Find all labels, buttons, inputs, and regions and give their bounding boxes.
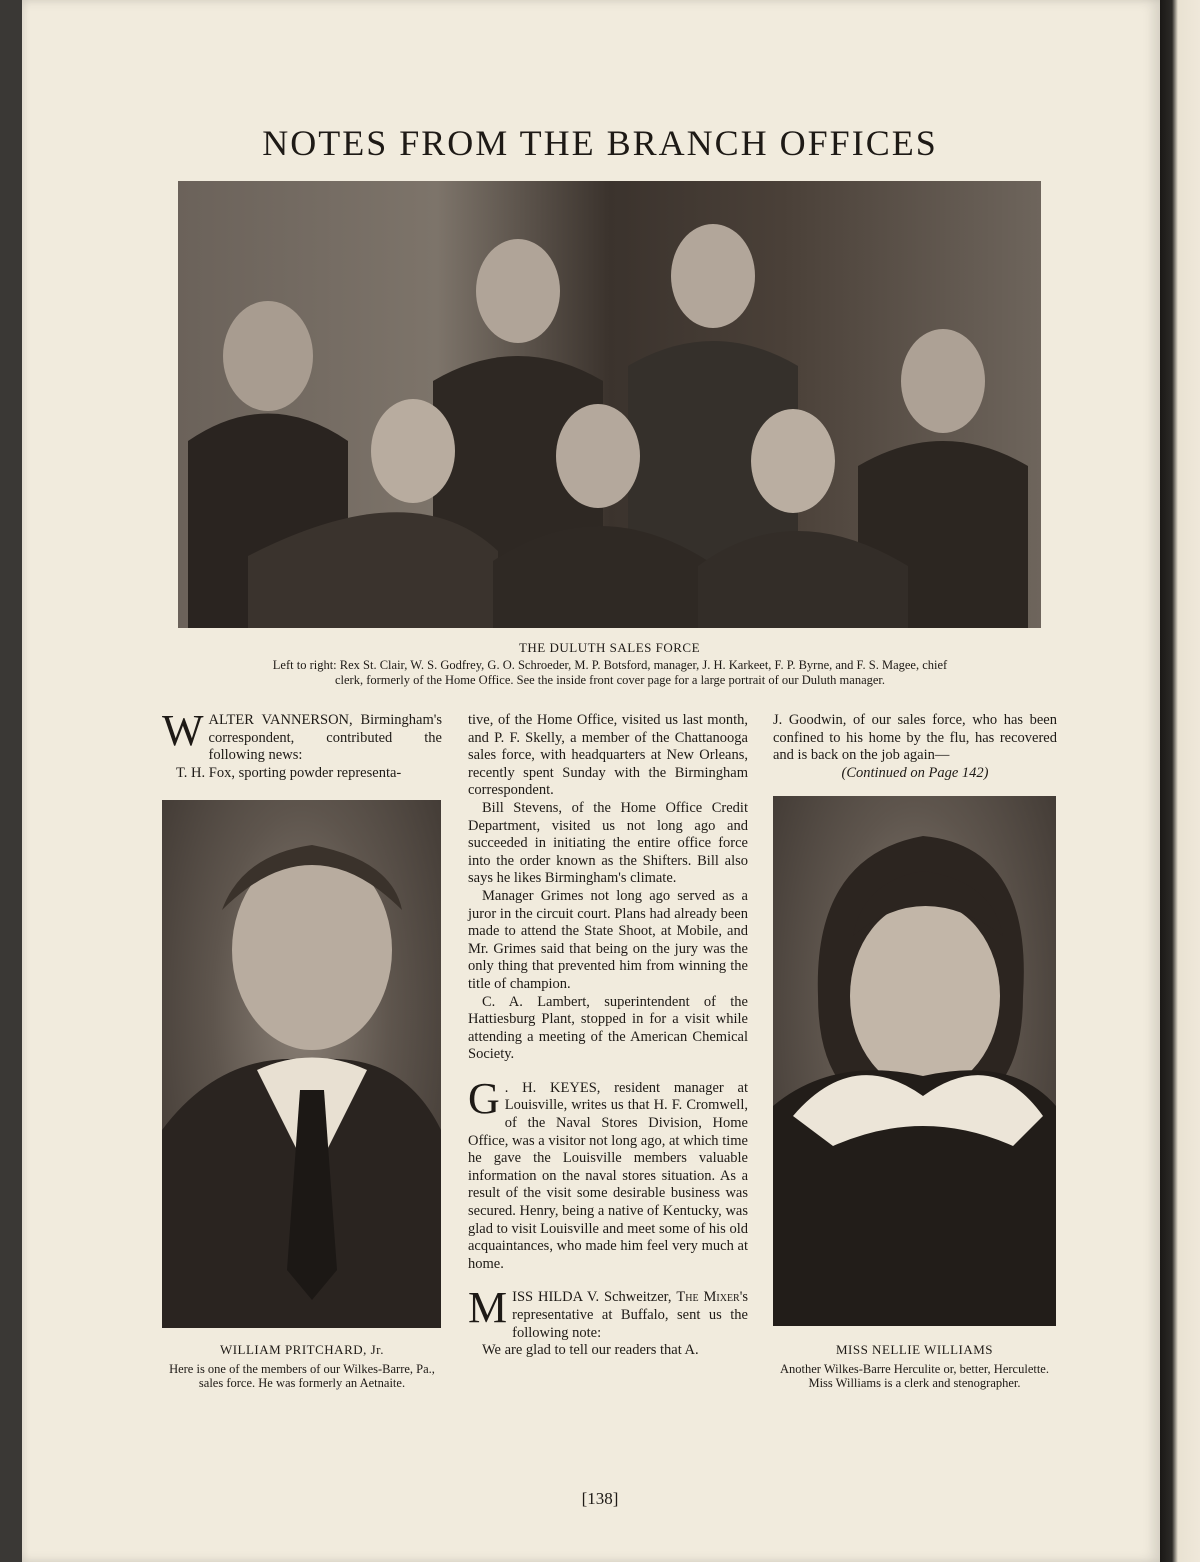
left-para-2: T. H. Fox, sporting powder representa-	[176, 764, 402, 781]
left-para-1: ALTER VANNERSON, Birmingham's correspondent, contributed the following news:	[208, 712, 442, 764]
williams-portrait	[773, 796, 1056, 1326]
left-photo-caption-text: Here is one of the members of our Wilkes-Barre, Pa., sales force. He was formerly an Aetnaite.	[169, 1362, 435, 1390]
next-page-edge	[1160, 0, 1200, 1562]
top-photo-caption-line1: Left to right: Rex St. Clair, W. S. Godfrey, G. O. Schroeder, M. P. Botsford, manager, J. H. Karkeet, F. P. Byrne, and F. S. Magee, chief	[272, 658, 948, 672]
mid-para-4: C. A. Lambert, superintendent of the Hattiesburg Plant, stopped in for a visit while attending a meeting of the American Chemical Society.	[468, 993, 748, 1063]
pritchard-portrait	[162, 800, 441, 1328]
mid-para-3: Manager Grimes not long ago served as a juror in the circuit court. Plans had already been made to attend the State Shoot, at Mobile, and Mr. Grimes said that being on the jury was the only thing that prevented him from winning the title of champion.	[468, 887, 748, 992]
left-photo-caption-title: WILLIAM PRITCHARD, Jr.	[219, 1342, 385, 1357]
mid-para-6-lead: ISS HILDA V. Schweitzer,	[512, 1289, 677, 1306]
mixer-name: The Mixer	[676, 1289, 740, 1306]
dropcap-w: W	[162, 706, 204, 755]
mid-para-6-rest: 's representative at Buffalo, sent us the following note:	[512, 1289, 748, 1341]
right-photo-caption-text: Another Wilkes-Barre Herculite or, better, Herculette. Miss Williams is a clerk and stenographer.	[780, 1362, 1049, 1390]
right-column-text	[773, 712, 1057, 782]
mid-para-2: Bill Stevens, of the Home Office Credit Department, visited us not long ago and succeeded in initiating the entire office force into the order known as the Shifters. Bill also says he likes Birmingham's climate.	[468, 799, 748, 887]
middle-column-text	[468, 712, 748, 1360]
right-photo-caption-title: MISS NELLIE WILLIAMS	[835, 1342, 994, 1357]
page-number: [138]	[581, 1489, 619, 1508]
top-photo-caption-title: THE DULUTH SALES FORCE	[518, 640, 701, 655]
dropcap-g: G	[468, 1073, 500, 1123]
continued-note: (Continued on Page 142)	[841, 764, 989, 781]
dropcap-m: M	[468, 1283, 508, 1333]
mid-para-5: . H. KEYES, resident manager at Louisville, writes us that H. F. Cromwell, of the Naval Stores Division, Home Office, was a visitor not long ago, at which time he gave the Louisville members valuable information on the naval stores situation. As a result of the visit some desirable business was secured. Henry, being a native of Kentucky, was glad to visit Louisville and meet some of his old acquaintances, who made him feel very much at home.	[468, 1079, 748, 1272]
right-para-1: J. Goodwin, of our sales force, who has been confined to his home by the flu, has recovered and is back on the job again—	[773, 712, 1057, 764]
left-column-text	[162, 706, 442, 782]
top-photo-caption-line2: clerk, formerly of the Home Office. See the inside front cover page for a large portrait of our Duluth manager.	[334, 673, 886, 687]
mid-para-7: We are glad to tell our readers that A.	[482, 1342, 699, 1359]
page-title: NOTES FROM THE BRANCH OFFICES	[262, 123, 938, 163]
mid-para-1: tive, of the Home Office, visited us last month, and P. F. Skelly, a member of the Chattanooga sales force, with headquarters at New Orleans, recently spent Sunday with the Birmingham correspondent.	[468, 712, 748, 799]
duluth-group-photo	[178, 181, 1041, 628]
